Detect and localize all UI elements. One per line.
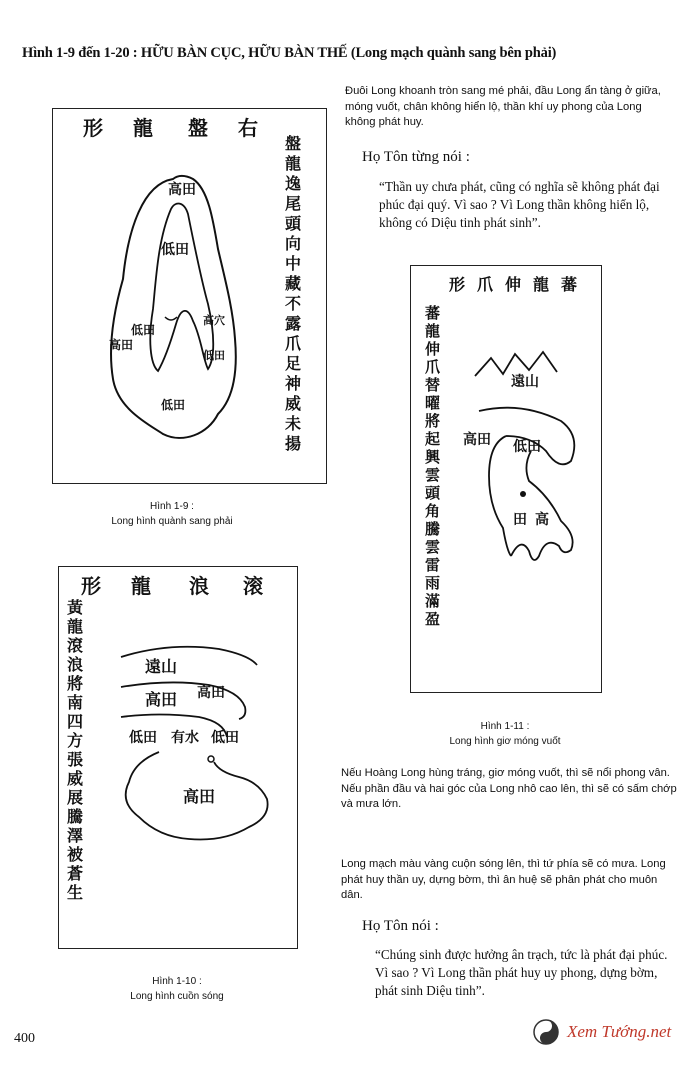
fig-1-10-label-1a: 遠山 <box>145 657 178 676</box>
fig_1_11-vertical-char: 替 <box>425 376 441 394</box>
fig_1_10-vertical-char: 黃 <box>67 598 84 617</box>
fig_1_11-vertical-char: 滿 <box>425 592 441 610</box>
fig-1-10-vertical-text <box>67 598 84 902</box>
fig-1-11-title-5: 蕃 <box>561 275 578 294</box>
fig-1-10-title-3: 浪 <box>189 574 209 598</box>
fig-1-9-title-1: 形 <box>83 116 103 140</box>
fig-1-9-label-6: 低田 <box>203 349 225 362</box>
fig-1-9-title-3: 盤 <box>188 116 208 140</box>
fig-1-9-caption-number: Hình 1-9 : <box>150 501 194 512</box>
fig_1_11-vertical-char: 雲 <box>425 466 441 484</box>
fig_1_10-vertical-char: 騰 <box>67 807 84 826</box>
fig-1-11-title-1: 形 <box>449 275 466 294</box>
fig_1_11-vertical-char: 蕃 <box>425 304 441 322</box>
fig_1_9-vertical-char: 頭 <box>285 214 302 233</box>
fig-1-11-title-4: 龍 <box>533 275 550 294</box>
fig_1_10-vertical-char: 生 <box>67 883 84 902</box>
fig-1-11-caption-number: Hình 1-11 : <box>480 721 530 732</box>
fig-1-11-title-2: 爪 <box>477 275 494 294</box>
fig_1_9-vertical-char: 神 <box>285 374 302 393</box>
fig_1_11-vertical-char: 雨 <box>425 574 441 592</box>
fig-1-10-title-4: 滚 <box>243 574 263 598</box>
fig-1-10-label-2: 高田 <box>145 690 178 709</box>
fig_1_10-vertical-char: 將 <box>67 674 84 693</box>
fig-1-10-title-1: 形 <box>81 574 101 598</box>
fig_1_9-vertical-char: 威 <box>285 394 302 413</box>
fig_1_11-vertical-char: 頭 <box>425 484 441 502</box>
fig_1_9-vertical-char: 向 <box>285 234 302 253</box>
fig-1-9-label-5: 高穴 <box>203 314 225 327</box>
fig_1_11-vertical-char: 興 <box>425 448 441 466</box>
fig-1-9-label-3: 低田 <box>131 323 156 337</box>
fig_1_11-vertical-char: 角 <box>425 502 441 520</box>
fig_1_11-vertical-char: 爪 <box>425 358 441 376</box>
fig_1_9-vertical-char: 逸 <box>285 174 302 193</box>
fig_1_11-vertical-char: 起 <box>425 430 441 448</box>
fig_1_9-vertical-char: 露 <box>285 314 302 333</box>
figure-1-9 <box>52 108 327 484</box>
fig-1-9-caption: Long hình quành sang phải <box>111 516 233 527</box>
fig-1-11-caption: Long hình giơ móng vuốt <box>449 736 561 747</box>
fig_1_11-vertical-char: 將 <box>425 412 441 430</box>
fig_1_9-vertical-char: 盤 <box>285 134 302 153</box>
fig_1_10-vertical-char: 張 <box>67 750 84 769</box>
fig-1-10-label-5: 有水 <box>171 730 199 746</box>
fig-1-11-title-3: 伸 <box>505 275 522 294</box>
fig-1-11-label-2: 高田 <box>463 432 491 448</box>
fig-1-11-label-4: 田 <box>513 512 527 528</box>
fig-1-11-label-5: 高 <box>535 512 549 528</box>
yin-yang-icon <box>532 1018 560 1046</box>
fig_1_9-vertical-char: 尾 <box>285 194 302 213</box>
figure-1-11-drawing <box>411 266 601 692</box>
fig_1_9-vertical-char: 未 <box>285 414 302 433</box>
fig_1_9-vertical-char: 龍 <box>285 154 302 173</box>
fig_1_11-vertical-char: 龍 <box>425 322 441 340</box>
fig-1-11-label-1: 遠山 <box>511 374 539 390</box>
fig_1_11-vertical-char: 伸 <box>425 340 441 358</box>
fig-1-10-caption-number: Hình 1-10 : <box>152 976 202 987</box>
fig_1_10-vertical-char: 被 <box>67 845 84 864</box>
fig-1-11-vertical-text <box>425 304 441 628</box>
fig_1_9-vertical-char: 中 <box>285 254 302 273</box>
fig_1_10-vertical-char: 蒼 <box>67 864 84 883</box>
fig_1_10-vertical-char: 龍 <box>67 617 84 636</box>
figure-1-10-drawing <box>59 567 297 948</box>
page-number: 400 <box>14 1031 35 1046</box>
fig_1_10-vertical-char: 浪 <box>67 655 84 674</box>
figure-1-10 <box>58 566 298 949</box>
fig_1_9-vertical-char: 揚 <box>285 434 302 453</box>
quote-1: “Thần uy chưa phát, cũng có nghĩa sẽ không phát đại phúc đại quý. Vì sao ? Vì Long thần không hiển lộ, không có Diệu tinh phát sinh”. <box>379 179 660 230</box>
chapter-heading: Hình 1-9 đến 1-20 : HỮU BÀN CỤC, HỮU BÀN THẾ (Long mạch quành sang bên phải) <box>22 45 557 61</box>
speaker-1: Họ Tôn từng nói : <box>362 149 470 165</box>
fig_1_11-vertical-char: 騰 <box>425 520 441 538</box>
fig_1_10-vertical-char: 威 <box>67 769 84 788</box>
fig_1_11-vertical-char: 雲 <box>425 538 441 556</box>
fig_1_10-vertical-char: 方 <box>67 731 84 750</box>
fig-1-9-vertical-text <box>285 134 302 453</box>
fig-1-10-label-7: 高田 <box>183 787 216 806</box>
fig_1_10-vertical-char: 四 <box>67 712 84 731</box>
paragraph-1-10: Long mạch màu vàng cuộn sóng lên, thì tứ phía sẽ có mưa. Long phát huy thần uy, dựng bờm, thì ân huệ sẽ phân phát cho muôn dân. <box>341 858 666 901</box>
site-logo[interactable]: Xem Tướng.net <box>567 1022 672 1041</box>
speaker-2: Họ Tôn nói : <box>362 918 439 934</box>
intro-paragraph: Đuôi Long khoanh tròn sang mé phải, đầu Long ẩn tàng ở giữa, móng vuốt, chân không hiển lộ, thần khí uy phong của Long không phát huy. <box>345 85 661 128</box>
fig_1_9-vertical-char: 藏 <box>285 274 302 293</box>
fig-1-10-label-4: 低田 <box>129 730 157 746</box>
fig-1-10-title-2: 龍 <box>131 574 151 598</box>
figure-1-11 <box>410 265 602 693</box>
fig-1-10-caption: Long hình cuồn sóng <box>130 991 224 1002</box>
fig_1_9-vertical-char: 足 <box>285 354 302 373</box>
quote-2: “Chúng sinh được hưởng ân trạch, tức là phát đại phúc. Vì sao ? Vì Long thần phát huy uy phong, dựng bờm, phát sinh Diệu tinh”. <box>375 947 668 998</box>
fig_1_10-vertical-char: 展 <box>67 788 84 807</box>
fig-1-9-title-4: 右 <box>238 116 258 140</box>
figure-1-9-drawing <box>53 109 326 483</box>
fig_1_10-vertical-char: 澤 <box>67 826 84 845</box>
fig-1-10-label-6: 低田 <box>211 730 239 746</box>
fig_1_11-vertical-char: 雷 <box>425 556 441 574</box>
fig_1_9-vertical-char: 不 <box>285 294 302 313</box>
fig-1-9-title-2: 龍 <box>133 116 153 140</box>
fig-1-9-label-4: 高田 <box>109 338 134 352</box>
fig-1-10-label-3: 高田 <box>197 685 225 701</box>
fig_1_10-vertical-char: 南 <box>67 693 84 712</box>
fig_1_11-vertical-char: 盈 <box>425 610 441 628</box>
fig-1-9-label-1a: 高田 <box>168 182 196 198</box>
fig_1_10-vertical-char: 滾 <box>67 636 84 655</box>
fig_1_11-vertical-char: 曜 <box>425 394 441 412</box>
fig_1_9-vertical-char: 爪 <box>285 334 302 353</box>
fig-1-11-label-3: 低田 <box>513 439 541 455</box>
paragraph-1-11: Nếu Hoàng Long hùng tráng, giơ móng vuốt, thì sẽ nổi phong vân. Nếu phần đầu và hai góc của Long nhô cao lên, thì sẽ có sấm chớp và mưa lớn. <box>341 767 677 810</box>
fig-1-9-label-7: 低田 <box>161 398 186 412</box>
fig-1-9-label-2: 低田 <box>161 242 189 258</box>
